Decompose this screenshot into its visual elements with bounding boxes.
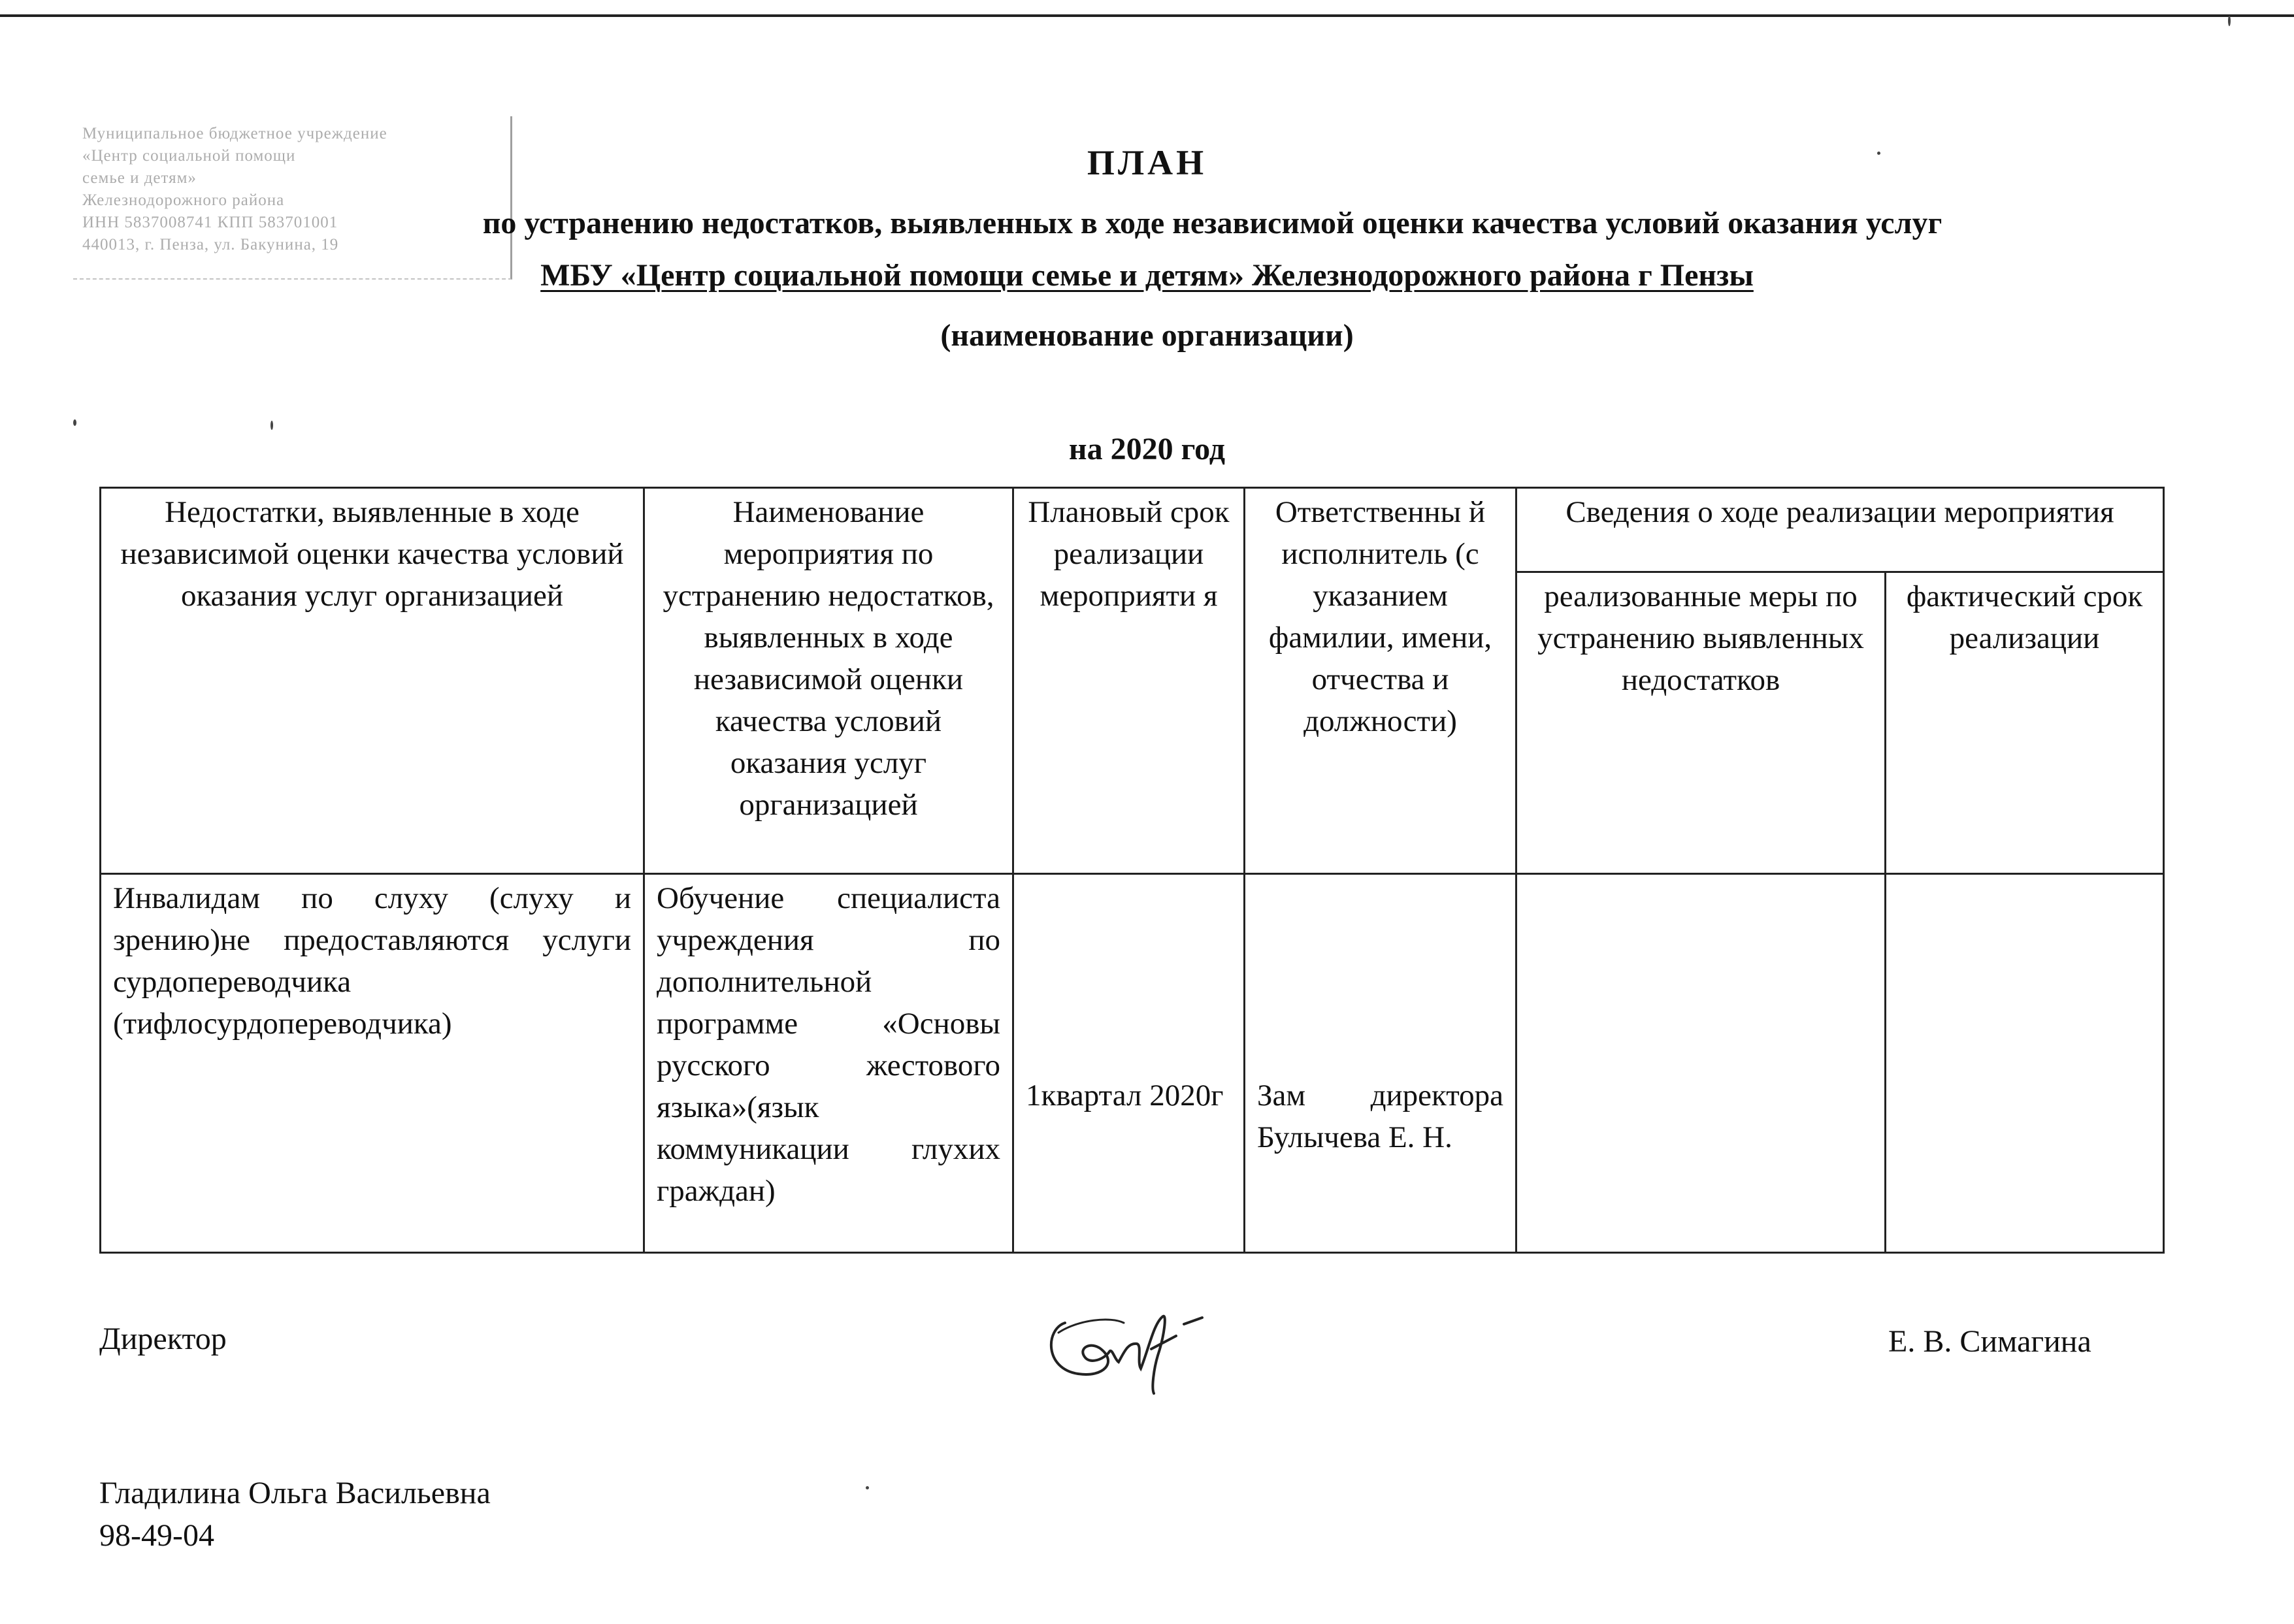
organization-note: (наименование организации) bbox=[940, 318, 1354, 353]
contact-name: Гладилина Ольга Васильевна bbox=[99, 1476, 491, 1510]
organization-name-text: МБУ «Центр социальной помощи семье и детям» Железнодорожного района г Пензы bbox=[540, 258, 1754, 293]
cell-deficiency: Инвалидам по слуху (слуху и зрению)не предоставляются услуги сурдопереводчика (тифлосурдопереводчика) bbox=[101, 874, 644, 1253]
cell-implemented bbox=[1516, 874, 1886, 1253]
document-title: ПЛАН bbox=[1087, 143, 1207, 182]
table-row bbox=[101, 874, 2164, 1253]
stamp-line: Железнодорожного района bbox=[82, 191, 285, 209]
cell-measure: Обучение специалиста учреждения по дополнительной программе «Основы русского жестового языка»(язык коммуникации глухих граждан) bbox=[644, 874, 1013, 1253]
column-header-responsible: Ответственны й исполнитель (с указанием фамилии, имени, отчества и должности) bbox=[1245, 488, 1516, 874]
plan-table bbox=[99, 487, 2165, 1254]
top-scan-rule bbox=[0, 14, 2294, 17]
column-header-progress-group: Сведения о ходе реализации мероприятия bbox=[1516, 488, 2164, 572]
contact-phone: 98-49-04 bbox=[99, 1518, 214, 1553]
scan-speck bbox=[270, 421, 273, 430]
organization-name bbox=[0, 257, 2294, 293]
scan-speck bbox=[2228, 16, 2231, 26]
stamp-line: ИНН 5837008741 КПП 583701001 bbox=[82, 214, 338, 231]
cell-responsible: Зам директора Булычева Е. Н. bbox=[1245, 874, 1516, 1253]
stamp-line: Муниципальное бюджетное учреждение bbox=[82, 125, 387, 142]
director-name: Е. В. Симагина bbox=[1888, 1324, 2091, 1359]
document-subtitle: по устранению недостатков, выявленных в ходе независимой оценки качества условий оказания услуг bbox=[482, 206, 1942, 240]
stamp-line: «Центр социальной помощи bbox=[82, 147, 296, 165]
cell-deadline: 1квартал 2020г bbox=[1013, 874, 1245, 1253]
column-header-actual-date: фактический срок реализации bbox=[1886, 572, 2164, 874]
column-header-measure: Наименование мероприятия по устранению недостатков, выявленных в ходе независимой оценки качества условий оказания услуг организацией bbox=[644, 488, 1013, 874]
scan-speck bbox=[1877, 152, 1880, 155]
stamp-line: семье и детям» bbox=[82, 169, 197, 187]
plan-year: на 2020 год bbox=[1068, 432, 1226, 466]
organization-stamp bbox=[73, 116, 512, 280]
director-label: Директор bbox=[99, 1322, 227, 1356]
column-header-deadline: Плановый срок реализации мероприяти я bbox=[1013, 488, 1245, 874]
scan-speck bbox=[73, 419, 76, 426]
scan-speck bbox=[866, 1486, 869, 1489]
table-header-row bbox=[101, 488, 2164, 572]
cell-actual-date bbox=[1886, 874, 2164, 1253]
director-signature bbox=[1039, 1297, 1215, 1395]
stamp-line: 440013, г. Пенза, ул. Бакунина, 19 bbox=[82, 236, 339, 253]
column-header-implemented: реализованные меры по устранению выявленных недостатков bbox=[1516, 572, 1886, 874]
column-header-deficiencies: Недостатки, выявленные в ходе независимой оценки качества условий оказания услуг организацией bbox=[101, 488, 644, 874]
